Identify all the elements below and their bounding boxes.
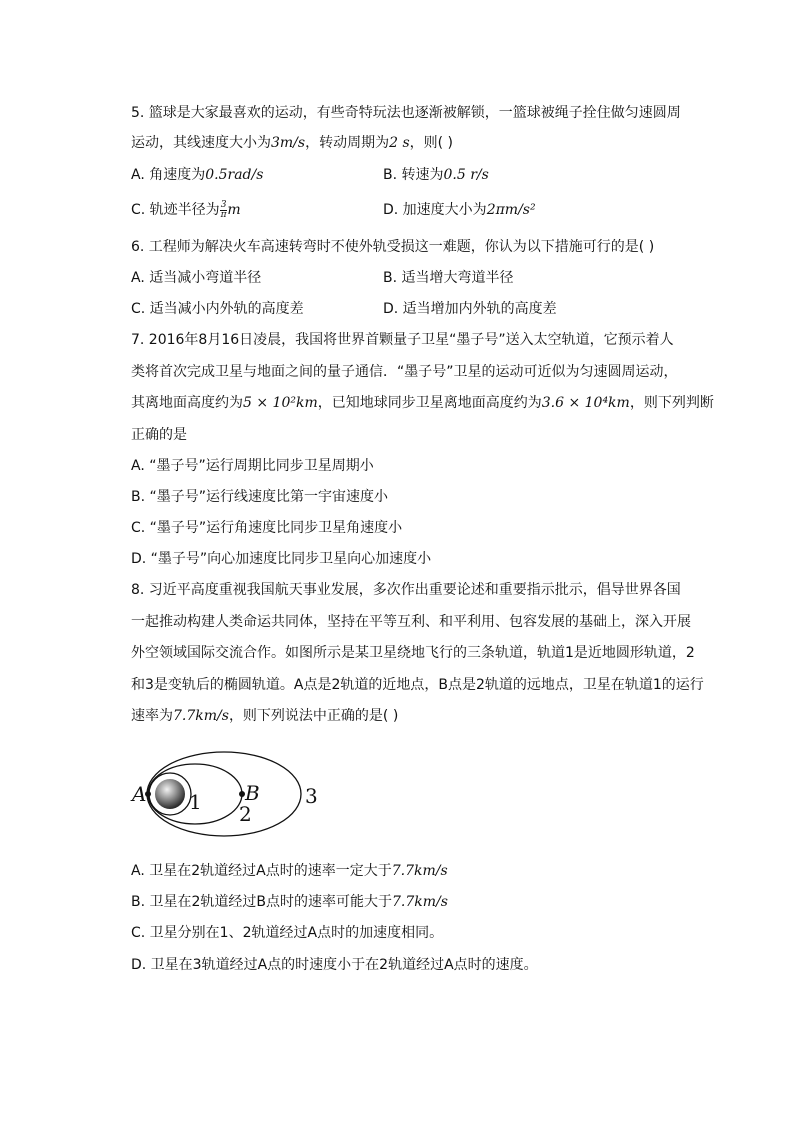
q7-stem-line3: 其离地面高度约为5 × 10²km，已知地球同步卫星离地面高度约为3.6 × 10⁴km，则下列判断	[131, 395, 714, 411]
q8-option-c: C. 卫星分别在1、2轨道经过A点时的加速度相同。	[131, 925, 444, 941]
q7-option-c: C. “墨子号”运行角速度比同步卫星角速度小	[131, 520, 403, 536]
q6-option-d: D. 适当增加内外轨的高度差	[383, 301, 557, 317]
q8-stem-line2: 一起推动构建人类命运共同体，坚持在平等互利、和平利用、包容发展的基础上，深入开展	[131, 614, 691, 630]
orbit-diagram	[128, 742, 328, 842]
q6-stem: 6. 工程师为解决火车高速转弯时不使外轨受损这一难题，你认为以下措施可行的是( )	[131, 239, 655, 255]
q8-option-b: B. 卫星在2轨道经过B点时的速率可能大于7.7km/s	[131, 894, 448, 910]
label-orbit-2: 2	[239, 802, 252, 826]
earth-icon	[155, 779, 185, 809]
q5-option-c: C. 轨迹半径为 $\frac{3}{\pi}$ m	[131, 199, 241, 220]
q7-stem-line4: 正确的是	[131, 427, 187, 443]
q5-option-d: D. 加速度大小为2πm/s²	[383, 202, 536, 218]
label-orbit-3: 3	[305, 784, 318, 808]
q8-stem-line1: 8. 习近平高度重视我国航天事业发展，多次作出重要论述和重要指示批示，倡导世界各国	[131, 582, 681, 598]
label-orbit-1: 1	[189, 790, 202, 814]
q6-option-b: B. 适当增大弯道半径	[383, 270, 514, 286]
q5-option-a: A. 角速度为0.5rad/s	[131, 167, 264, 183]
label-a: A	[132, 782, 147, 806]
q6-option-a: A. 适当减小弯道半径	[131, 270, 262, 286]
q5-option-b: B. 转速为0.5 r/s	[383, 167, 489, 183]
q6-option-c: C. 适当减小内外轨的高度差	[131, 301, 304, 317]
fraction: $\frac{3}{\pi}$	[220, 199, 227, 220]
q5-stem-line2: 运动，其线速度大小为3m/s，转动周期为2 s，则( )	[131, 135, 454, 151]
label-b: B	[245, 781, 260, 805]
q8-stem-line5: 速率为7.7km/s，则下列说法中正确的是( )	[131, 708, 399, 724]
q8-option-d: D. 卫星在3轨道经过A点的时速度小于在2轨道经过A点时的速度。	[131, 957, 538, 973]
q8-option-a: A. 卫星在2轨道经过A点时的速率一定大于7.7km/s	[131, 863, 448, 879]
q8-stem-line4: 和3是变轨后的椭圆轨道。A点是2轨道的近地点，B点是2轨道的远地点，卫星在轨道1的运行	[131, 677, 704, 693]
q7-option-d: D. “墨子号”向心加速度比同步卫星向心加速度小	[131, 551, 432, 567]
q7-option-b: B. “墨子号”运行线速度比第一宇宙速度小	[131, 489, 389, 505]
q7-option-a: A. “墨子号”运行周期比同步卫星周期小	[131, 458, 374, 474]
q7-stem-line1: 7. 2016年8月16日凌晨，我国将世界首颗量子卫星“墨子号”送入太空轨道，它预示着人	[131, 332, 674, 348]
q5-stem-line1: 5. 篮球是大家最喜欢的运动，有些奇特玩法也逐渐被解锁，一篮球被绳子拴住做匀速圆周	[131, 105, 681, 121]
q7-stem-line2: 类将首次完成卫星与地面之间的量子通信．“墨子号”卫星的运动可近似为匀速圆周运动，	[131, 364, 678, 380]
q8-stem-line3: 外空领域国际交流合作。如图所示是某卫星绕地飞行的三条轨道，轨道1是近地圆形轨道，2	[131, 645, 695, 661]
